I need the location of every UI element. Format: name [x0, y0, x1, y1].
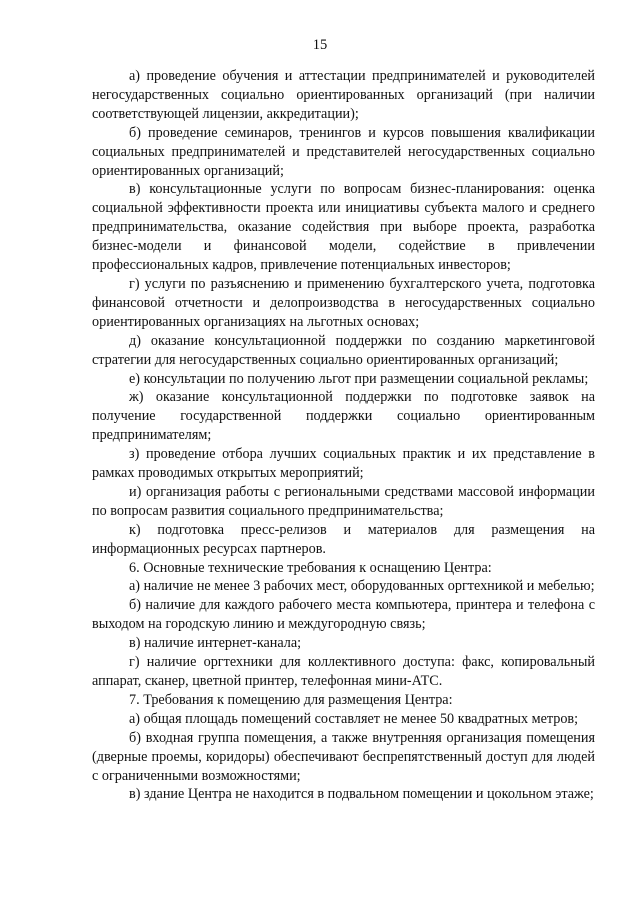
- section-heading-technical-requirements: 6. Основные технические требования к оснащению Центра:: [129, 559, 492, 576]
- paragraph-item-a-area: а) общая площадь помещений составляет не менее 50 квадратных метров;: [129, 710, 579, 727]
- page-number: 15: [312, 37, 328, 53]
- paragraph-item-v-building-floor: в) здание Центра не находится в подвальном помещении и цокольном этаже;: [129, 786, 594, 803]
- paragraph-item-a-training: а) проведение обучения и аттестации предпринимателей и руководителей негосударственных социально ориентированных организаций (при наличии соответствующей лицензии, аккредитации);: [92, 68, 595, 122]
- paragraph-item-g-accounting: г) услуги по разъяснению и применению бухгалтерского учета, подготовка финансовой отчетности и делопроизводства в негосударственных социально ориентированных организациях на льготных основах;: [92, 275, 595, 330]
- paragraph-item-z-best-practices: з) проведение отбора лучших социальных практик и их представление в рамках проводимых открытых мероприятий;: [92, 446, 595, 482]
- paragraph-item-k-press-releases: к) подготовка пресс-релизов и материалов для размещения на информационных ресурсах партнеров.: [92, 521, 595, 557]
- paragraph-item-v-business-planning: в) консультационные услуги по вопросам бизнес-планирования: оценка социальной эффективности проекта или инициативы субъекта малого и среднего предпринимательства, оказание содействия при выборе проекта, разработка бизнес-модели и финансовой модели, содействие в привлечении профессиональных кадров, привлечение потенциальных инвесторов;: [92, 181, 595, 274]
- paragraph-item-e-advertising: е) консультации по получению льгот при размещении социальной рекламы;: [129, 370, 589, 387]
- section-heading-premises-requirements: 7. Требования к помещению для размещения Центра:: [129, 691, 453, 708]
- paragraph-item-i-media: и) организация работы с региональными средствами массовой информации по вопросам развития социального предпринимательства;: [92, 483, 595, 519]
- paragraph-item-d-marketing: д) оказание консультационной поддержки по созданию маркетинговой стратегии для негосударственных социально ориентированных организаций;: [92, 332, 595, 368]
- paragraph-item-b-seminars: б) проведение семинаров, тренингов и курсов повышения квалификации социальных предпринимателей и представителей негосударственных социально ориентированных организаций;: [92, 124, 595, 179]
- paragraph-item-g-office-equipment: г) наличие оргтехники для коллективного доступа: факс, копировальный аппарат, сканер, цветной принтер, телефонная мини-АТС.: [92, 654, 595, 689]
- paragraph-item-v-internet: в) наличие интернет-канала;: [129, 635, 302, 652]
- paragraph-item-b-accessibility: б) входная группа помещения, а также внутренняя организация помещения (дверные проемы, коридоры) обеспечивают беспрепятственный доступ для людей с ограниченными возможностями;: [92, 729, 595, 784]
- paragraph-item-a-workplaces: а) наличие не менее 3 рабочих мест, оборудованных оргтехникой и мебелью;: [129, 578, 595, 595]
- document-body: [92, 67, 595, 804]
- paragraph-item-zh-applications: ж) оказание консультационной поддержки по подготовке заявок на получение государственной поддержки социально ориентированным предпринимателям;: [92, 389, 595, 444]
- paragraph-item-b-equipment: б) наличие для каждого рабочего места компьютера, принтера и телефона с выходом на городскую линию и междугородную связь;: [92, 597, 595, 633]
